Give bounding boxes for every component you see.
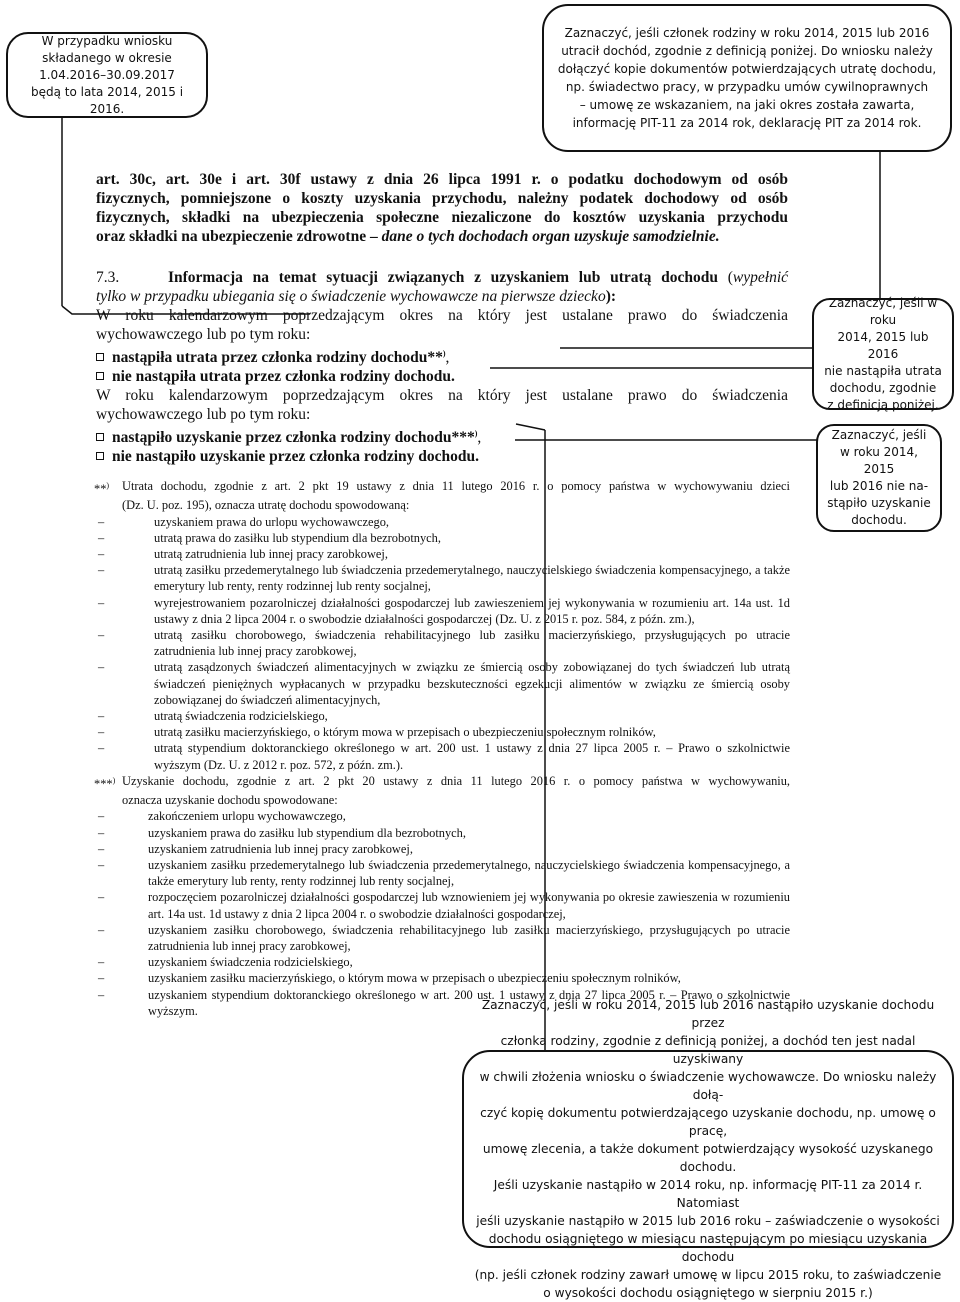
callout-income-gain-line: o wysokości dochodu osiągniętego w sierpniu 2015 r.) bbox=[543, 1286, 873, 1300]
intro-last-italic: dane o tych dochodach organ uzyskuje samodzielnie. bbox=[381, 228, 720, 245]
option-income-gained-sup: ) bbox=[474, 429, 478, 439]
section-header-cont bbox=[96, 287, 788, 306]
list-item-text: utratą prawa do zasiłku lub stypendium dla bezrobotnych, bbox=[154, 530, 441, 545]
section-title: Informacja na temat sytuacji związanych z uzyskaniem lub utratą dochodu bbox=[167, 269, 719, 286]
list-item-text: utratą zasiłku przedemerytalnego lub świadczenia przedemerytalnego, nauczycielskiego świadczenia kompensacyjnego, a także emerytury lub renty, renty rodzinnej lub renty socjalnej, bbox=[154, 563, 790, 594]
callout-no-loss-line: dochodu, zgodnie bbox=[829, 380, 937, 395]
callout-income-gain-line: Jeśli uzyskanie nastąpiło w 2014 roku, np. informację PIT-11 za 2014 r. Natomiast bbox=[493, 1178, 923, 1210]
callout-no-gain-line: lub 2016 nie na- bbox=[829, 479, 929, 493]
list-item-text: uzyskaniem prawa do urlopu wychowawczego, bbox=[154, 514, 389, 529]
footnote-loss-sup: ) bbox=[106, 481, 110, 490]
list-item bbox=[94, 546, 790, 562]
list-item-text: wyrejestrowaniem pozarolniczej działalności gospodarczej lub zawieszeniem jej wykonywania w rozumieniu art. 14a ust. 1d ustawy z dnia 2 lipca 2004 r. o swobodzie działalności gospodarczej (Dz. U. z 2015 r. poz. 584, z późn. zm.), bbox=[154, 595, 790, 626]
list-item bbox=[94, 530, 790, 546]
callout-no-gain-line: stąpiło uzyskanie bbox=[827, 496, 931, 510]
intro-line: fizycznych, pomniejszone o koszty uzyskania przychodu, należny podatek dochodowy od osób bbox=[96, 190, 788, 207]
dash-bullet: – bbox=[98, 627, 105, 642]
list-item-text: utratą zasiłku chorobowego, świadczenia rehabilitacyjnego lub zasiłku macierzyńskiego, przysługujących po utracie zatrudnienia lub innej pracy zarobkowej, bbox=[154, 627, 790, 659]
list-item bbox=[94, 889, 790, 921]
list-item-text: uzyskaniem zasiłku chorobowego, świadczenia rehabilitacyjnego lub zasiłku macierzyńskiego, przysługujących po utracie zatrudnienia lub innej pracy zarobkowej, bbox=[148, 922, 790, 953]
list-item bbox=[94, 595, 790, 627]
question-1: W roku kalendarzowym poprzedzającym okres na który jest ustalane prawo do świadczenia bbox=[96, 307, 788, 324]
list-item bbox=[94, 841, 790, 857]
callout-income-gain-line: Zaznaczyć, jeśli w roku 2014, 2015 lub 2016 nastąpiło uzyskanie dochodu przez bbox=[481, 998, 935, 1030]
callout-income-loss bbox=[542, 4, 952, 152]
list-item-text: utratą stypendium doktoranckiego określonego w art. 200 ust. 1 ustawy z dnia 27 lipca 2005 r. – Prawo o szkolnictwie wyższym (Dz. U. z 2012 r. poz. 572, z późn. zm.). bbox=[154, 741, 790, 772]
callout-income-gain-line: jeśli uzyskanie nastąpiło w 2015 lub 2016 roku – zaświadczenie o wysokości bbox=[476, 1214, 940, 1228]
dash-bullet: – bbox=[98, 595, 105, 610]
footnote-loss-cont: (Dz. U. poz. 195), oznacza utratę dochodu spowodowaną: bbox=[122, 498, 410, 513]
option-income-gained[interactable] bbox=[96, 424, 788, 447]
dash-bullet: – bbox=[98, 530, 105, 545]
intro-line: art. 30c, art. 30e i art. 30f ustawy z dnia 26 lipca 1991 r. o podatku dochodowym od osób bbox=[96, 171, 788, 188]
footnote-gain-list bbox=[94, 808, 790, 1019]
dash-bullet: – bbox=[98, 922, 105, 937]
option-income-lost-label: nastąpiła utrata przez członka rodziny dochodu** bbox=[112, 349, 443, 367]
footnote-loss-head bbox=[94, 478, 790, 497]
option-income-not-gained-label: nie nastąpiło uzyskanie przez członka rodziny dochodu. bbox=[112, 448, 480, 466]
dash-bullet: – bbox=[98, 955, 105, 970]
dash-bullet: – bbox=[98, 660, 105, 675]
checkbox-income-not-lost[interactable] bbox=[96, 372, 104, 380]
footnote-gain-head bbox=[94, 773, 790, 792]
list-item bbox=[94, 659, 790, 708]
section-number: 7.3. bbox=[96, 269, 120, 286]
checkbox-income-lost[interactable] bbox=[96, 353, 104, 361]
callout-income-loss-line: – umowę ze wskazaniem, na jaki okres została zawarta, bbox=[579, 98, 915, 112]
footnote-loss-list bbox=[94, 514, 790, 773]
footnote-gain-mark: *** bbox=[94, 776, 113, 791]
callout-no-gain bbox=[816, 424, 942, 532]
list-item bbox=[94, 514, 790, 530]
list-item-text: utratą zatrudnienia lub innej pracy zarobkowej, bbox=[154, 546, 388, 561]
callout-income-gain-line: czyć kopię dokumentu potwierdzającego uzyskanie dochodu, np. umowę o pracę, bbox=[480, 1106, 936, 1138]
option-income-lost-tail: , bbox=[445, 349, 450, 367]
list-item-text: zakończeniem urlopu wychowawczego, bbox=[148, 809, 346, 824]
callout-income-loss-line: informację PIT-11 za 2014 rok, deklarację PIT za 2014 rok. bbox=[572, 116, 922, 130]
option-income-lost[interactable] bbox=[96, 344, 788, 367]
section-note-close: ): bbox=[605, 288, 617, 305]
list-item-text: utratą zasiłku macierzyńskiego, o którym mowa w przepisach o ubezpieczeniu społecznym rolników, bbox=[154, 725, 656, 740]
callout-income-gain-line: dochodu osiągniętego w miesiącu następującym po miesiącu uzyskania dochodu bbox=[488, 1232, 928, 1264]
list-item bbox=[94, 724, 790, 740]
dash-bullet: – bbox=[98, 546, 105, 561]
option-income-not-lost[interactable] bbox=[96, 367, 788, 386]
intro-paragraph bbox=[96, 170, 788, 246]
callout-income-loss-line: dołączyć kopie dokumentów potwierdzających utratę dochodu, bbox=[557, 62, 937, 76]
callout-no-loss-line: Zaznaczyć, jeśli w roku bbox=[828, 295, 938, 327]
section-header bbox=[96, 268, 788, 287]
footnote-loss-text: Utrata dochodu, zgodnie z art. 2 pkt 19 ustawy z dnia 11 lutego 2016 r. o pomocy państwa w wychowywaniu dzieci bbox=[122, 479, 790, 493]
list-item bbox=[94, 987, 790, 1019]
question-1-cont: wychowawczego lub po tym roku: bbox=[96, 326, 311, 343]
list-item-text: rozpoczęciem pozarolniczej działalności gospodarczej lub wznowieniem jej wykonywania po okresie zawieszenia w rozumieniu art. 14a ust. 1d ustawy z dnia 2 lipca 2004 r. o swobodzie działalności gospodarczej, bbox=[148, 890, 790, 921]
callout-no-gain-line: dochodu. bbox=[851, 513, 907, 527]
list-item-text: uzyskaniem stypendium doktoranckiego określonego w art. 200 ust. 1 ustawy z dnia 27 lipca 2005 r. – Prawo o szkolnictwie wyższym. bbox=[148, 987, 790, 1018]
callout-no-loss-line: z definicją poniżej. bbox=[827, 397, 939, 412]
dash-bullet: – bbox=[98, 890, 105, 905]
callout-no-loss-line: 2014, 2015 lub 2016 bbox=[837, 329, 929, 361]
callout-no-gain-line: w roku 2014, 2015 bbox=[840, 445, 918, 476]
option-income-not-gained[interactable] bbox=[96, 447, 788, 466]
list-item-text: uzyskaniem zasiłku macierzyńskiego, o którym mowa w przepisach o ubezpieczeniu społecznym rolników, bbox=[148, 971, 681, 986]
section-note-italic-2: tylko w przypadku ubiegania się o świadczenie wychowawcze na pierwsze dziecko bbox=[96, 288, 606, 305]
dash-bullet: – bbox=[98, 741, 105, 756]
dash-bullet: – bbox=[98, 987, 105, 1002]
list-item bbox=[94, 857, 790, 889]
dash-bullet: – bbox=[98, 563, 105, 578]
list-item bbox=[94, 954, 790, 970]
callout-income-gain-line: (np. jeśli członek rodziny zawarł umowę w lipcu 2015 roku, to zaświadczenie bbox=[474, 1268, 942, 1282]
dash-bullet: – bbox=[98, 809, 105, 824]
checkbox-income-not-gained[interactable] bbox=[96, 452, 104, 460]
footnote-gain-text: Uzyskanie dochodu, zgodnie z art. 2 pkt 20 ustawy z dnia 11 lutego 2016 r. o pomocy państwa w wychowywaniu, bbox=[122, 773, 790, 788]
callout-years-line: składanego w okresie bbox=[42, 50, 172, 65]
question-2: W roku kalendarzowym poprzedzającym okres na który jest ustalane prawo do świadczenia bbox=[96, 387, 788, 405]
dash-bullet: – bbox=[98, 725, 105, 740]
callout-income-loss-line: Zaznaczyć, jeśli członek rodziny w roku 2014, 2015 lub 2016 bbox=[564, 26, 930, 40]
callout-no-loss-line: nie nastąpiła utrata bbox=[824, 363, 942, 378]
callout-income-gain bbox=[462, 998, 954, 1300]
callout-years-line: W przypadku wniosku bbox=[41, 33, 173, 48]
callout-no-gain-line: Zaznaczyć, jeśli bbox=[831, 428, 927, 442]
list-item bbox=[94, 627, 790, 659]
list-item bbox=[94, 708, 790, 724]
section-7-3 bbox=[96, 268, 788, 466]
intro-line: fizycznych, składki na ubezpieczenia społeczne niezaliczone do kosztów uzyskania przychodu bbox=[96, 209, 788, 226]
dash-bullet: – bbox=[98, 841, 105, 856]
section-note-open: ( bbox=[718, 269, 733, 286]
list-item-text: utratą zasądzonych świadczeń alimentacyjnych w związku ze śmiercią osoby zobowiązanej do tych świadczeń lub utratą świadczeń pieniężnych wypłacanych w przypadku bezskuteczności egzekucji alimentów w związku ze śmiercią osoby zobowiązanej do świadczeń alimentacyjnych, bbox=[154, 660, 790, 707]
list-item bbox=[94, 740, 790, 772]
callout-income-gain-line: umowę zlecenia, a także dokument potwierdzający wysokość uzyskanego dochodu. bbox=[482, 1142, 934, 1174]
question-2-cont: wychowawczego lub po tym roku: bbox=[96, 406, 311, 424]
callout-income-loss-line: utracił dochód, zgodnie z definicją poniżej. Do wniosku należy bbox=[561, 44, 933, 58]
list-item bbox=[94, 922, 790, 954]
checkbox-income-gained[interactable] bbox=[96, 433, 104, 441]
dash-bullet: – bbox=[98, 708, 105, 723]
dash-bullet: – bbox=[98, 857, 105, 872]
footnotes bbox=[94, 478, 790, 1019]
section-note-italic-1: wypełnić bbox=[732, 269, 789, 286]
dash-bullet: – bbox=[98, 971, 105, 986]
intro-last-bold: oraz składki na ubezpieczenie zdrowotne – bbox=[96, 228, 382, 245]
footnote-loss-mark: ** bbox=[94, 482, 107, 497]
dash-bullet: – bbox=[98, 825, 105, 840]
list-item-text: uzyskaniem zasiłku przedemerytalnego lub świadczenia przedemerytalnego, nauczycielskiego świadczenia kompensacyjnego, a także emerytury lub renty, renty rodzinnej lub renty socjalnej, bbox=[148, 857, 790, 889]
option-income-not-lost-label: nie nastąpiła utrata przez członka rodziny dochodu. bbox=[112, 368, 455, 386]
list-item-text: uzyskaniem prawa do zasiłku lub stypendium dla bezrobotnych, bbox=[148, 825, 466, 840]
list-item bbox=[94, 970, 790, 986]
list-item-text: uzyskaniem świadczenia rodzicielskiego, bbox=[148, 955, 353, 970]
list-item-text: uzyskaniem zatrudnienia lub innej pracy zarobkowej, bbox=[148, 841, 413, 856]
footnote-gain-sup: ) bbox=[112, 775, 116, 785]
intro-last-line bbox=[96, 227, 788, 246]
callout-income-gain-line: członka rodziny, zgodnie z definicją poniżej, a dochód ten jest nadal uzyskiwany bbox=[500, 1034, 916, 1066]
list-item-text: utratą świadczenia rodzicielskiego, bbox=[154, 708, 328, 723]
callout-years-line: 1.04.2016–30.09.2017 bbox=[39, 67, 175, 82]
list-item bbox=[94, 825, 790, 841]
list-item bbox=[94, 808, 790, 824]
callout-income-loss-line: np. świadectwo pracy, w przypadku umów cywilnoprawnych bbox=[565, 80, 929, 94]
option-income-gained-label: nastąpiło uzyskanie przez członka rodziny dochodu*** bbox=[112, 429, 475, 447]
list-item bbox=[94, 562, 790, 594]
callout-years bbox=[6, 32, 208, 118]
dash-bullet: – bbox=[98, 514, 105, 529]
callout-years-line: będą to lata 2014, 2015 i 2016. bbox=[30, 84, 184, 116]
callout-no-loss bbox=[812, 295, 954, 412]
footnote-gain-cont: oznacza uzyskanie dochodu spowodowane: bbox=[122, 793, 338, 808]
callout-income-gain-line: w chwili złożenia wniosku o świadczenie wychowawcze. Do wniosku należy dołą- bbox=[479, 1070, 937, 1102]
option-income-gained-tail: , bbox=[477, 429, 482, 447]
option-income-lost-sup: ) bbox=[442, 349, 446, 358]
